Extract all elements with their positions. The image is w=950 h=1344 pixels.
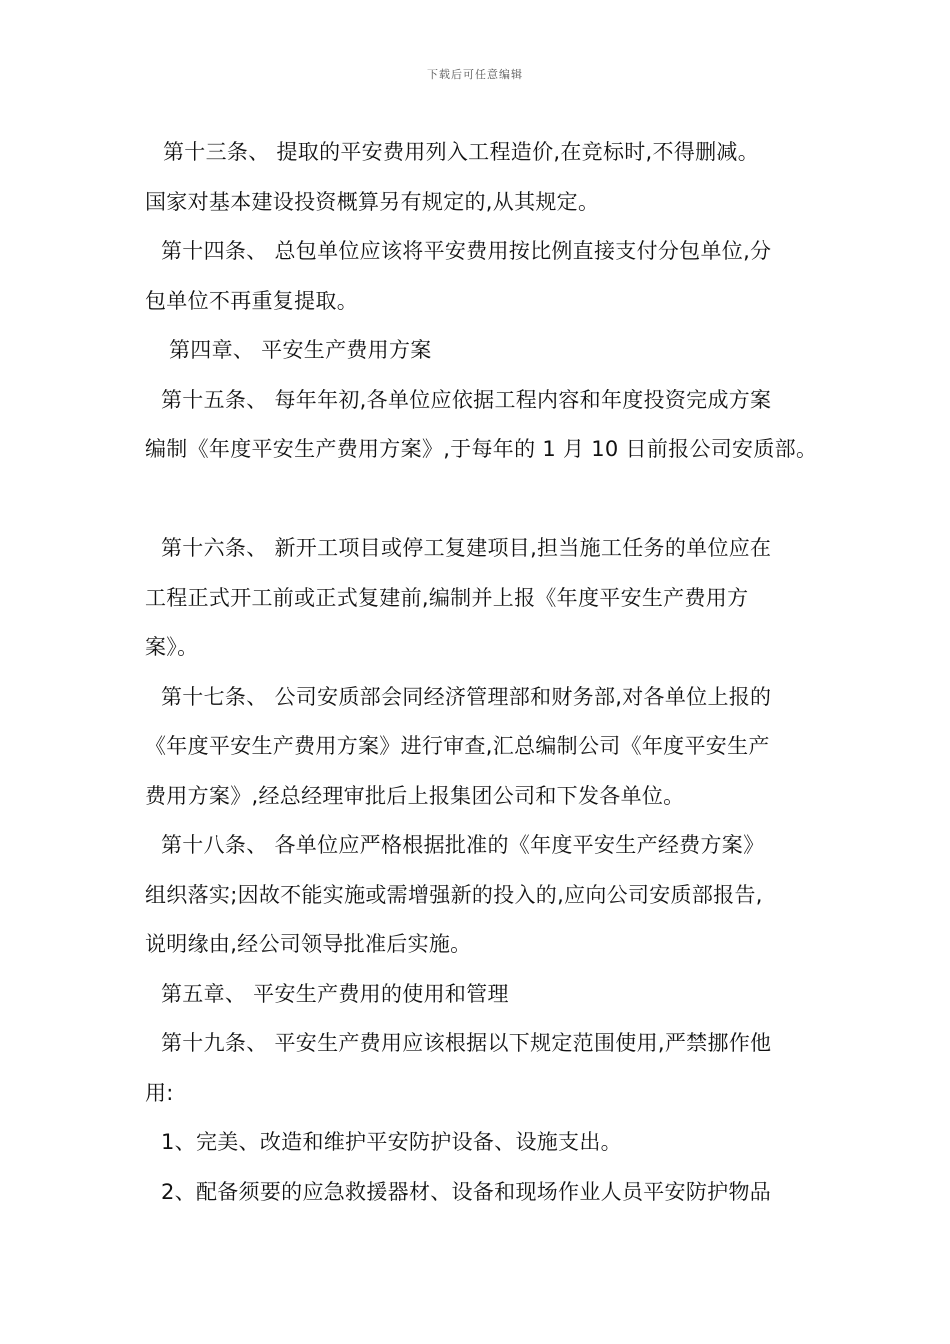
- text-line: 用:: [145, 1080, 174, 1105]
- text-line: 组织落实;因故不能实施或需增强新的投入的,应向公司安质部报告,: [145, 882, 763, 907]
- text-line: 第十六条、 新开工项目或停工复建项目,担当施工任务的单位应在: [161, 536, 772, 560]
- text-line: 第十四条、 总包单位应该将平安费用按比例直接支付分包单位,分: [161, 239, 772, 263]
- text-line: 第十三条、 提取的平安费用列入工程造价,在竞标时,不得删减。: [163, 140, 760, 164]
- text-line: 2、配备须要的应急救援器材、设备和现场作业人员平安防护物品: [161, 1179, 772, 1204]
- document-body: [145, 130, 818, 1219]
- blank-line: [145, 477, 815, 527]
- text-line: 第四章、 平安生产费用方案: [169, 338, 432, 362]
- text-line: 第十九条、 平安生产费用应该根据以下规定范围使用,严禁挪作他: [161, 1031, 772, 1055]
- text-line: 《年度平安生产费用方案》进行审查,汇总编制公司《年度平安生产: [145, 734, 770, 758]
- text-line: 第五章、 平安生产费用的使用和管理: [161, 981, 509, 1006]
- text-line: 包单位不再重复提取。: [145, 288, 358, 313]
- text-line: 1、完美、改造和维护平安防护设备、设施支出。: [161, 1130, 622, 1154]
- text-line: 编制《年度平安生产费用方案》,于每年的 1 月 10 日前报公司安质部。: [145, 437, 818, 461]
- text-line: 国家对基本建设投资概算另有规定的,从其规定。: [145, 189, 600, 214]
- text-line: 案》。: [145, 635, 199, 659]
- text-line: 工程正式开工前或正式复建前,编制并上报《年度平安生产费用方: [145, 585, 749, 610]
- page-header: 下载后可任意编辑: [427, 68, 523, 81]
- text-line: 说明缘由,经公司领导批准后实施。: [145, 932, 472, 956]
- text-line: 第十八条、 各单位应严格根据批准的《年度平安生产经费方案》: [161, 833, 765, 857]
- text-line: 第十五条、 每年年初,各单位应依据工程内容和年度投资完成方案: [161, 387, 772, 412]
- text-line: 第十七条、 公司安质部会同经济管理部和财务部,对各单位上报的: [161, 684, 772, 709]
- text-line: 费用方案》,经总经理审批后上报集团公司和下发各单位。: [145, 783, 685, 808]
